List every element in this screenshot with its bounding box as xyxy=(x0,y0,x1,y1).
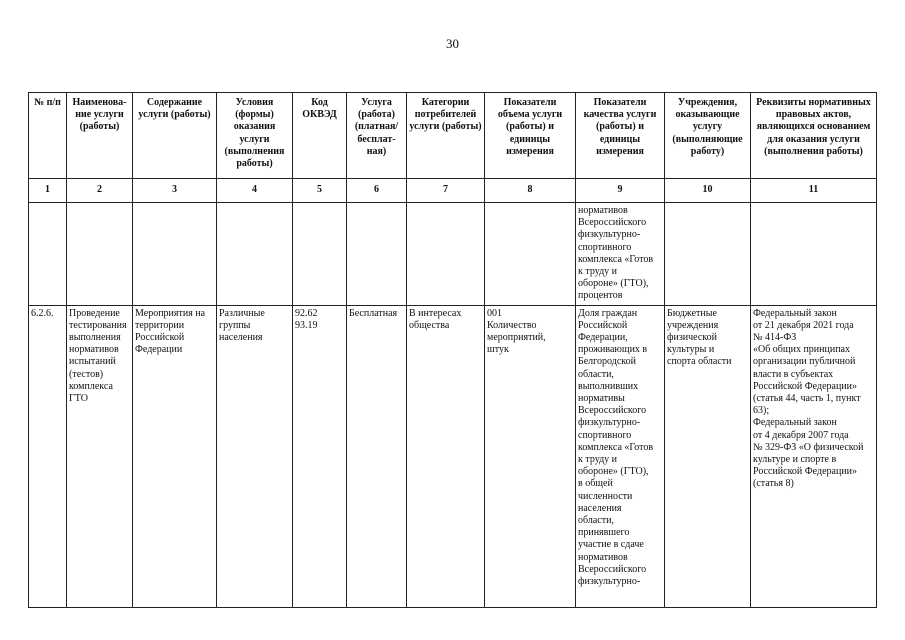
continuation-row xyxy=(29,203,877,306)
volume-cell: 001 Количество мероприятий, штук xyxy=(485,305,576,607)
empty-cell xyxy=(751,203,877,306)
column-number: 2 xyxy=(67,179,133,203)
column-number-row xyxy=(29,179,877,203)
empty-cell xyxy=(347,203,407,306)
column-number: 11 xyxy=(751,179,877,203)
header-row xyxy=(29,93,877,179)
header-paid: Услуга (работа) (платная/ бесплат- ная) xyxy=(347,93,407,179)
empty-cell xyxy=(217,203,293,306)
service-name-cell: Проведение тестирования выполнения нормативов испытаний (тестов) комплекса ГТО xyxy=(67,305,133,607)
services-table xyxy=(28,92,877,608)
content-cell: Мероприятия на территории Российской Федерации xyxy=(133,305,217,607)
header-institutions: Учреждения, оказывающие услугу (выполняющие работу) xyxy=(665,93,751,179)
column-number: 5 xyxy=(293,179,347,203)
column-number: 8 xyxy=(485,179,576,203)
empty-cell xyxy=(665,203,751,306)
header-num: № п/п xyxy=(29,93,67,179)
column-number: 9 xyxy=(576,179,665,203)
empty-cell xyxy=(133,203,217,306)
institutions-cell: Бюджетные учреждения физической культуры и спорта области xyxy=(665,305,751,607)
row-number: 6.2.6. xyxy=(29,305,67,607)
column-number: 4 xyxy=(217,179,293,203)
column-number: 1 xyxy=(29,179,67,203)
table-row xyxy=(29,305,877,607)
header-volume: Показатели объема услуги (работы) и единицы измерения xyxy=(485,93,576,179)
continuation-quality-cell: нормативов Всероссийского физкультурно- спортивного комплекса «Готов к труду и обороне» (ГТО), процентов xyxy=(576,203,665,306)
header-consumers: Категории потребителей услуги (работы) xyxy=(407,93,485,179)
page-number: 30 xyxy=(446,36,459,51)
header-quality: Показатели качества услуги (работы) и единицы измерения xyxy=(576,93,665,179)
okved-cell: 92.62 93.19 xyxy=(293,305,347,607)
column-number: 3 xyxy=(133,179,217,203)
empty-cell xyxy=(407,203,485,306)
header-legal: Реквизиты нормативных правовых актов, являющихся основанием для оказания услуги (выполнения работы) xyxy=(751,93,877,179)
paid-cell: Бесплатная xyxy=(347,305,407,607)
column-number: 6 xyxy=(347,179,407,203)
column-number: 10 xyxy=(665,179,751,203)
empty-cell xyxy=(485,203,576,306)
header-okved: Код ОКВЭД xyxy=(293,93,347,179)
column-number: 7 xyxy=(407,179,485,203)
header-conditions: Условия (формы) оказания услуги (выполнения работы) xyxy=(217,93,293,179)
quality-cell: Доля граждан Российской Федерации, проживающих в Белгородской области, выполнивших нормативы Всероссийского физкультурно- спортивного комплекса «Готов к труду и обороне» (ГТО), в общей численности населения области, принявшего участие в сдаче нормативов Всероссийского физкультурно- xyxy=(576,305,665,607)
header-service-name: Наименова- ние услуги (работы) xyxy=(67,93,133,179)
header-content: Содержание услуги (работы) xyxy=(133,93,217,179)
legal-acts-cell: Федеральный закон от 21 декабря 2021 года № 414-ФЗ «Об общих принципах организации публичной власти в субъектах Российской Федерации» (статья 44, часть 1, пункт 63); Федеральный закон от 4 декабря 2007 года № 329-ФЗ «О физической культуре и спорте в Российской Федерации» (статья 8) xyxy=(751,305,877,607)
empty-cell xyxy=(29,203,67,306)
empty-cell xyxy=(293,203,347,306)
consumers-cell: В интересах общества xyxy=(407,305,485,607)
empty-cell xyxy=(67,203,133,306)
conditions-cell: Различные группы населения xyxy=(217,305,293,607)
